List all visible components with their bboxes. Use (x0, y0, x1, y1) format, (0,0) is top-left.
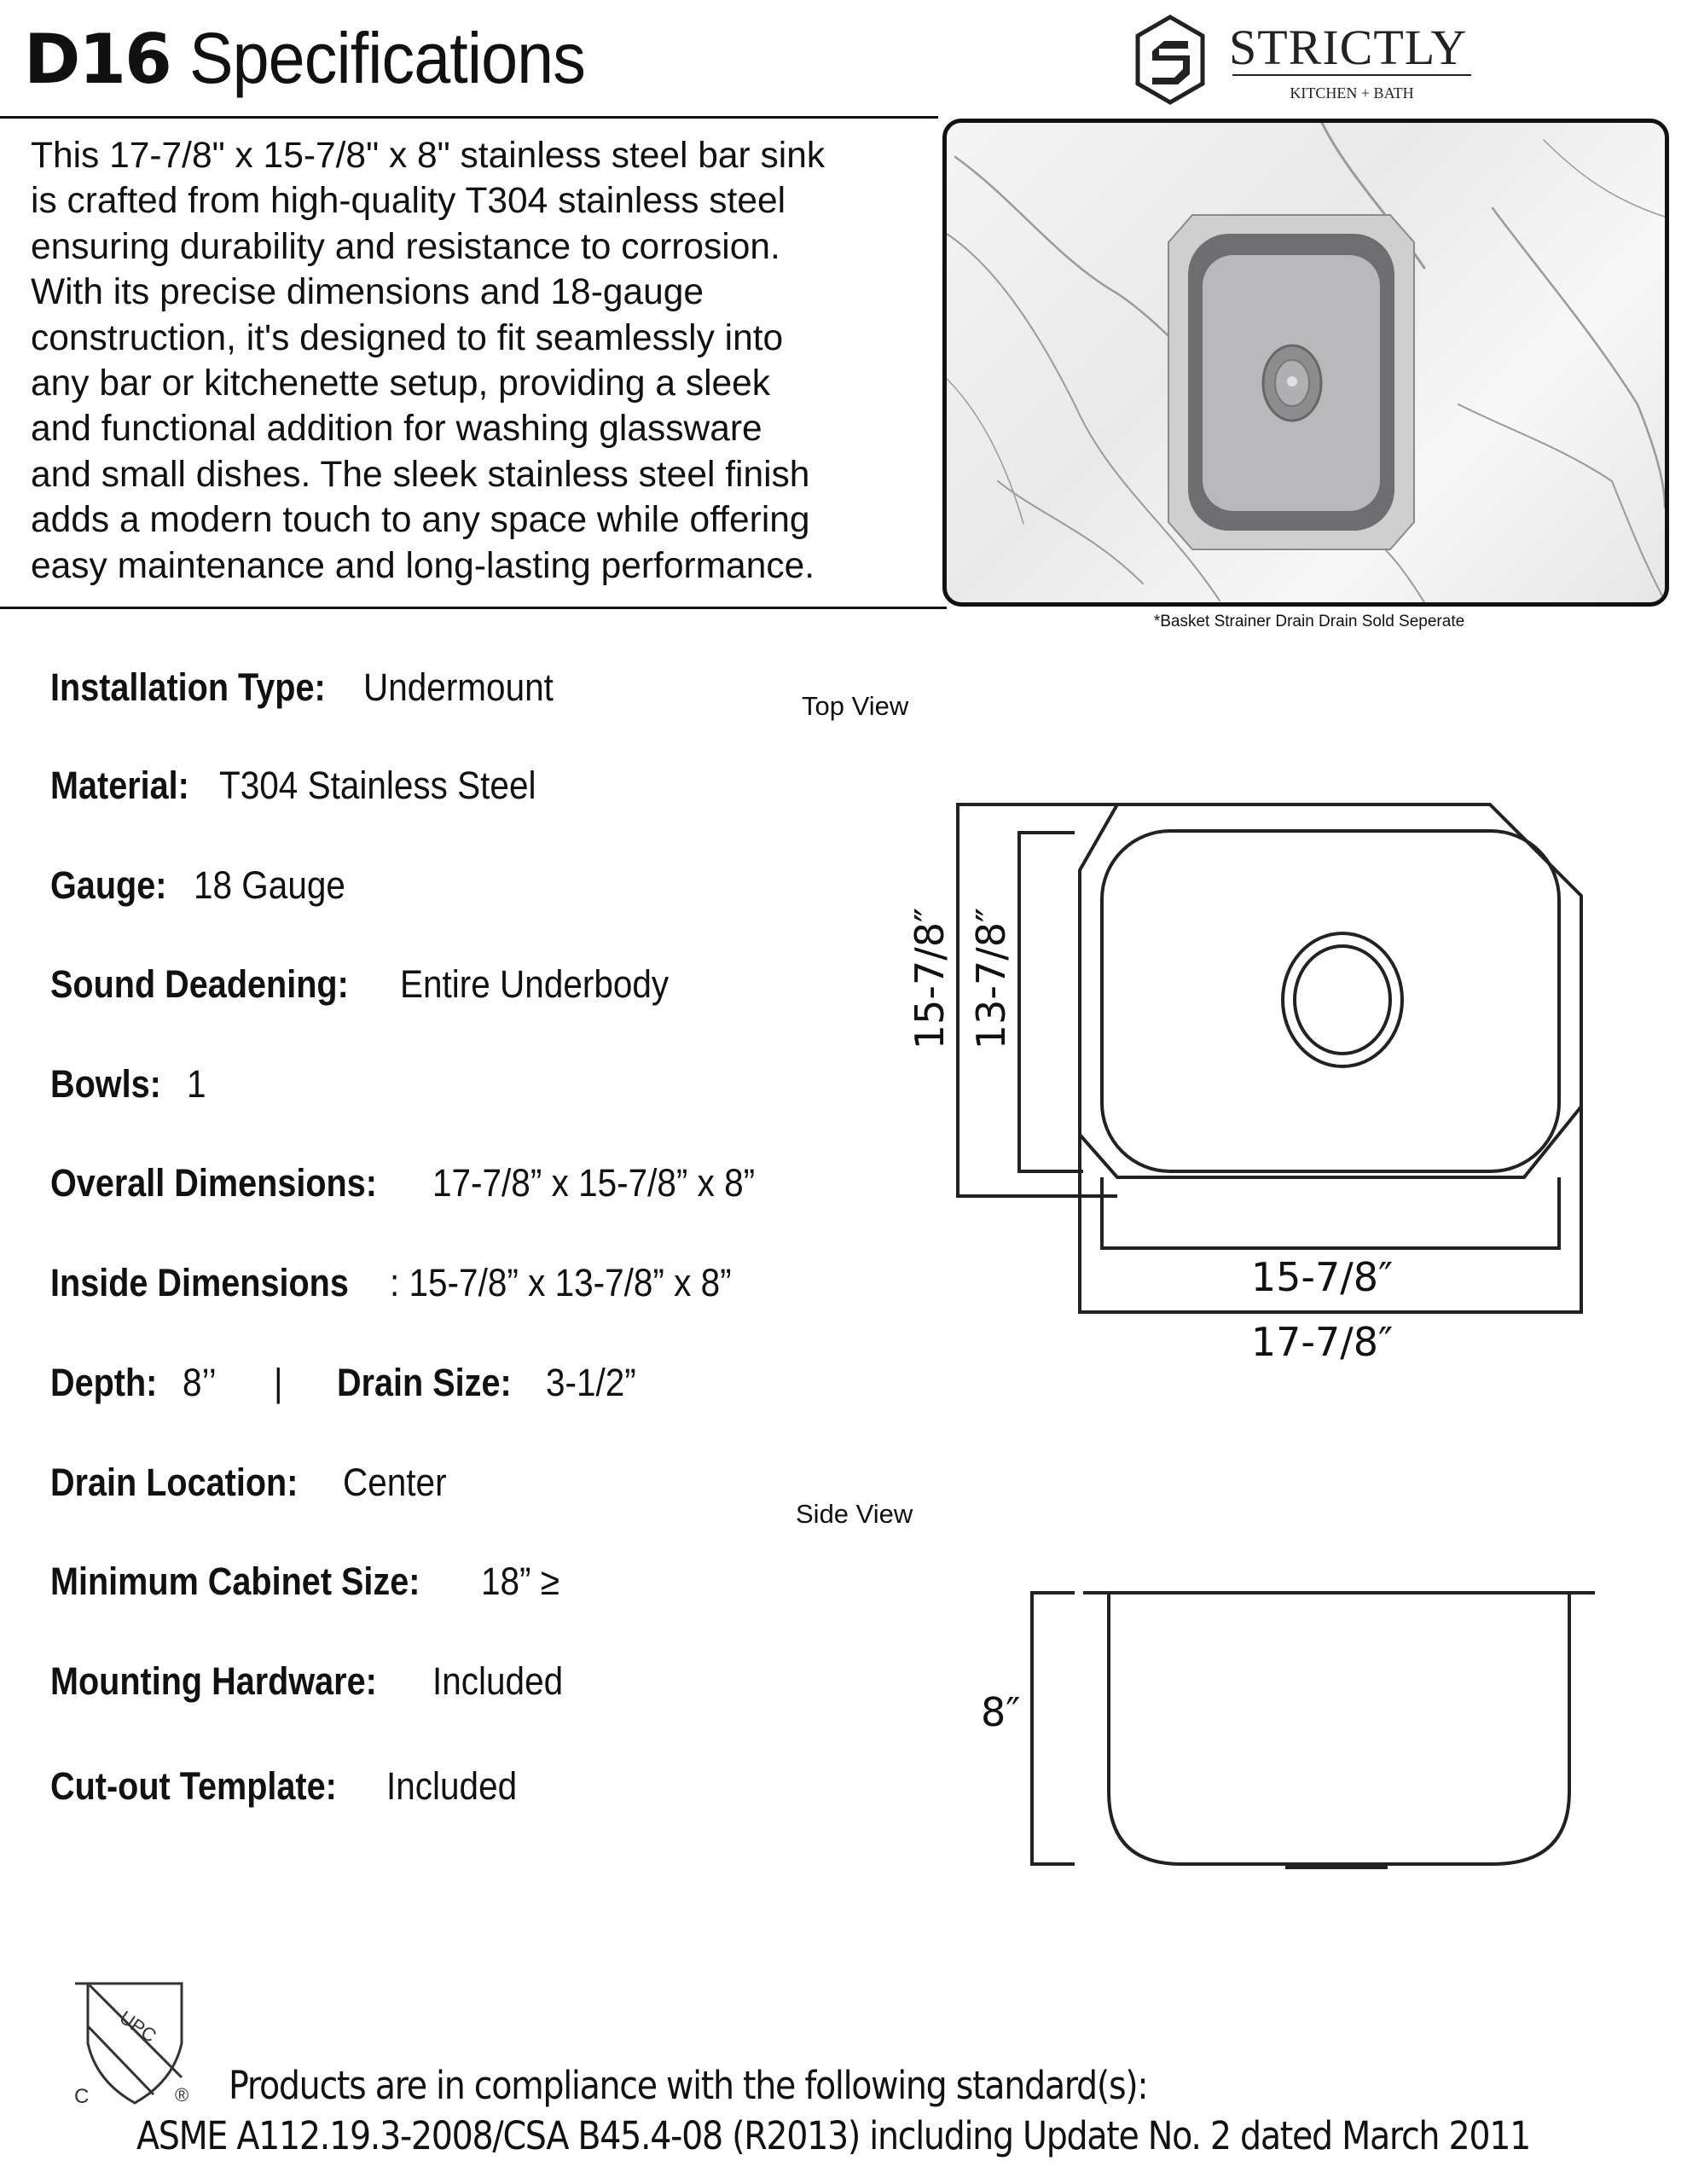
spec-installation-type: Installation Type:Undermount (50, 665, 554, 709)
inside-width-dim-line (1102, 1177, 1559, 1248)
sink-photo-illustration (947, 123, 1665, 602)
title-suffix: Specifications (189, 18, 586, 98)
description-line: is crafted from high-quality T304 stainless steel (31, 181, 786, 222)
sink-outline (1080, 804, 1581, 1177)
page-title (24, 15, 619, 102)
compliance-standard: ASME A112.19.3-2008/CSA B45.4-08 (R2013) including Update No. 2 dated March 2011 (136, 2113, 1530, 2158)
overall-height-label: 15-7/8″ (907, 907, 953, 1050)
upc-c-letter: C (74, 2085, 90, 2108)
description-line: easy maintenance and long-lasting performance. (31, 545, 815, 586)
spec-mounting-hardware: Mounting Hardware: Included (50, 1659, 563, 1703)
description-line: construction, it's designed to fit seamlessly into (31, 317, 784, 358)
side-view-label: Side View (796, 1499, 913, 1529)
header-divider (0, 116, 938, 119)
description-line: adds a modern touch to any space while offering (31, 500, 810, 541)
top-view-diagram (904, 785, 1603, 1331)
inside-width-label: 15-7/8″ (1250, 1254, 1394, 1300)
spec-cutout-template: Cut-out Template: Included (50, 1764, 518, 1808)
spec-bowls: Bowls: 1 (50, 1062, 206, 1106)
spec-depth-drain-size: Depth: 8’’ | Drain Size: 3-1/2” (50, 1361, 636, 1404)
description-line: any bar or kitchenette setup, providing a sleek (31, 363, 771, 404)
description-line: and small dishes. The sleek stainless steel finish (31, 454, 810, 495)
depth-dim-bracket (1032, 1593, 1075, 1864)
inside-height-dim-line (1019, 833, 1083, 1171)
hexagon-s-logo-icon (1138, 17, 1203, 102)
spec-overall-dimensions: Overall Dimensions: 17-7/8” x 15-7/8” x 8” (50, 1161, 755, 1205)
compliance-statement: Products are in compliance with the following standard(s): (229, 2063, 1148, 2108)
inside-height-label: 13-7/8″ (968, 907, 1014, 1050)
bowl-outline (1102, 831, 1559, 1171)
description-line: ensuring durability and resistance to corrosion. (31, 226, 780, 267)
bowl-profile (1109, 1593, 1569, 1864)
drain-stub (1285, 1862, 1388, 1869)
product-photo (942, 119, 1669, 607)
spec-gauge: Gauge: 18 Gauge (50, 863, 345, 907)
drain-inner-icon (1295, 946, 1390, 1054)
drain-outer-icon (1283, 933, 1402, 1066)
overall-width-label: 17-7/8″ (1250, 1319, 1394, 1365)
spec-inside-dimensions: Inside Dimensions : 15-7/8” x 13-7/8” x 8” (50, 1261, 732, 1304)
side-view-diagram (1006, 1578, 1603, 1877)
model-number: D16 (24, 20, 171, 99)
spec-minimum-cabinet-size: Minimum Cabinet Size: 18” ≥ (50, 1560, 560, 1603)
description-divider (0, 607, 947, 609)
spec-material: Material: T304 Stainless Steel (50, 764, 536, 807)
description-line: and functional addition for washing glassware (31, 409, 762, 450)
description-line: With its precise dimensions and 18-gauge (31, 272, 704, 313)
spec-sound-deadening: Sound Deadening: Entire Underbody (50, 962, 670, 1006)
brand-logo (1130, 13, 1488, 107)
top-view-label: Top View (802, 691, 909, 721)
upc-certification-mark (72, 1975, 200, 2111)
product-description (31, 133, 935, 589)
registered-mark: ® (175, 2084, 189, 2106)
description-line: This 17-7/8" x 15-7/8" x 8" stainless steel bar sink (31, 136, 826, 176)
brand-name: STRICTLY (1229, 20, 1468, 75)
upc-letters: UPC (115, 2006, 160, 2047)
spec-separator: | (273, 1361, 283, 1404)
brand-tagline: KITCHEN + BATH (1290, 84, 1414, 102)
photo-caption: *Basket Strainer Drain Drain Sold Seperate (1153, 613, 1465, 630)
spec-drain-location: Drain Location: Center (50, 1461, 447, 1504)
depth-label: 8″ (981, 1689, 1021, 1735)
